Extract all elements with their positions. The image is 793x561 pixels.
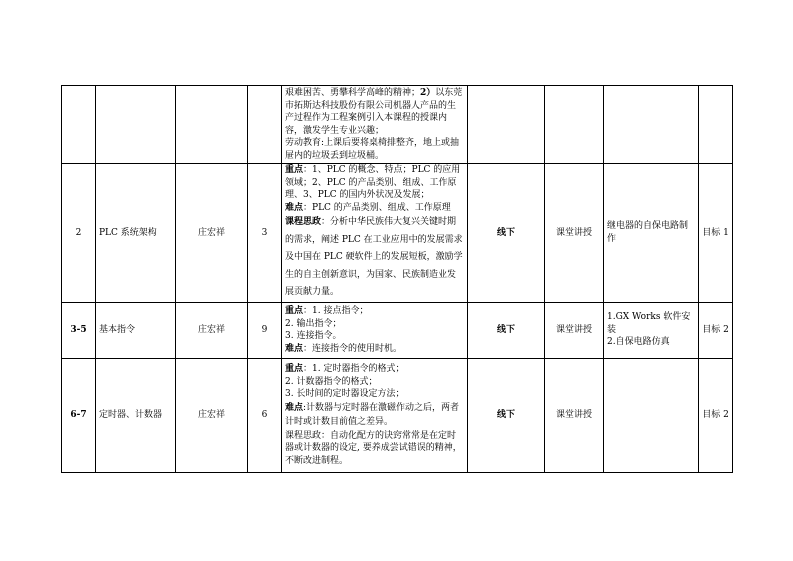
hours-cell: 3 (248, 164, 282, 303)
course-content-cell (604, 302, 699, 358)
hours-cell: 9 (248, 302, 282, 358)
content-text: ：连接指令的使用时机。 (303, 343, 403, 354)
mode-cell: 线下 (468, 358, 545, 472)
content-cell (282, 358, 468, 472)
teacher-cell (176, 86, 248, 164)
method-cell: 课堂讲授 (545, 358, 604, 472)
teacher-cell: 庄宏祥 (176, 358, 248, 472)
table-row (62, 358, 733, 472)
content-cell (282, 86, 468, 164)
course-content-cell (604, 358, 699, 472)
target-cell: 目标 2 (699, 302, 733, 358)
content-text: :计数器与定时器在激磁作动之后，两者计时或计数目前值之差异。 (285, 402, 460, 427)
table-row (62, 164, 733, 303)
week-cell: 6-7 (62, 358, 96, 472)
key-point-label: 重点 (285, 364, 304, 374)
method-cell: 课堂讲授 (545, 164, 604, 303)
course-content-cell (604, 86, 699, 164)
topic-cell: PLC 系统架构 (96, 164, 176, 303)
topic-cell: 定时器、计数器 (96, 358, 176, 472)
method-cell (545, 86, 604, 164)
content-text: 3. 连接指令。 (285, 331, 342, 341)
ideology-label: 课程思政 (285, 217, 322, 227)
content-text: 课程思政：自动化配方的诀窍常常是在定时器或计数器的设定, 要养成尝试错误的精神，不断改进制程。 (285, 430, 462, 466)
hours-cell: 6 (248, 358, 282, 472)
content-text: 以东莞市拓斯达科技股份有限公司机器人产品的生产过程作为工程案例引入本课程的授课内容，激发学生专业兴趣； (285, 88, 463, 136)
course-content-line: 1.GX Works 软件安装 (607, 312, 691, 335)
content-text: 2. 计数器指令的格式； (285, 376, 378, 387)
mode-cell (468, 86, 545, 164)
content-text: 劳动教育:上课后要将桌椅排整齐，地上或抽屉内的垃圾丢到垃圾桶。 (285, 138, 460, 161)
target-cell: 目标 2 (699, 358, 733, 472)
hours-cell (248, 86, 282, 164)
target-cell (699, 86, 733, 164)
content-text: 2. 输出指令； (285, 318, 342, 329)
table-row (62, 302, 733, 358)
week-cell (62, 86, 96, 164)
content-text: 艰难困苦、勇攀科学高峰的精神； (285, 88, 421, 98)
method-cell: 课堂讲授 (545, 302, 604, 358)
difficulty-label: 难点 (285, 402, 304, 413)
course-schedule-table (61, 85, 733, 473)
course-content-line: 2.自保电路仿真 (607, 337, 670, 348)
key-point-label: 重点 (285, 165, 304, 175)
course-content-cell: 继电器的自保电路制作 (604, 164, 699, 303)
mode-cell: 线下 (468, 164, 545, 303)
content-cell (282, 302, 468, 358)
week-cell: 3-5 (62, 302, 96, 358)
week-cell: 2 (62, 164, 96, 303)
content-text: ：1. 定时器指令的格式； (303, 364, 405, 374)
content-text: 3. 长时间的定时器设定方法； (285, 389, 405, 399)
content-text: ：PLC 的产品类别、组成、工作原理 (303, 202, 451, 213)
teacher-cell: 庄宏祥 (176, 302, 248, 358)
difficulty-label: 难点 (285, 202, 304, 213)
key-point-label: 重点 (285, 306, 304, 316)
difficulty-label: 难点 (285, 343, 304, 354)
topic-cell (96, 86, 176, 164)
content-text: ：1. 接点指令； (303, 306, 369, 316)
content-cell (282, 164, 468, 303)
content-text: ：分析中华民族伟大复兴关键时期的需求，阐述 PLC 在工业应用中的发展需求及中国在 PLC 硬软件上的发展短板，激励学生的自主创新意识，为国家、民族制造业发展贡献力量。 (285, 217, 463, 297)
teacher-cell: 庄宏祥 (176, 164, 248, 303)
content-label: 2） (420, 88, 436, 98)
mode-cell: 线下 (468, 302, 545, 358)
table-row (62, 86, 733, 164)
content-text: ：1、PLC 的概念、特点；PLC 的应用领域；2、PLC 的产品类别、组成、工作原理、3、PLC 的国内外状况及发展； (285, 165, 461, 200)
target-cell: 目标 1 (699, 164, 733, 303)
topic-cell: 基本指令 (96, 302, 176, 358)
